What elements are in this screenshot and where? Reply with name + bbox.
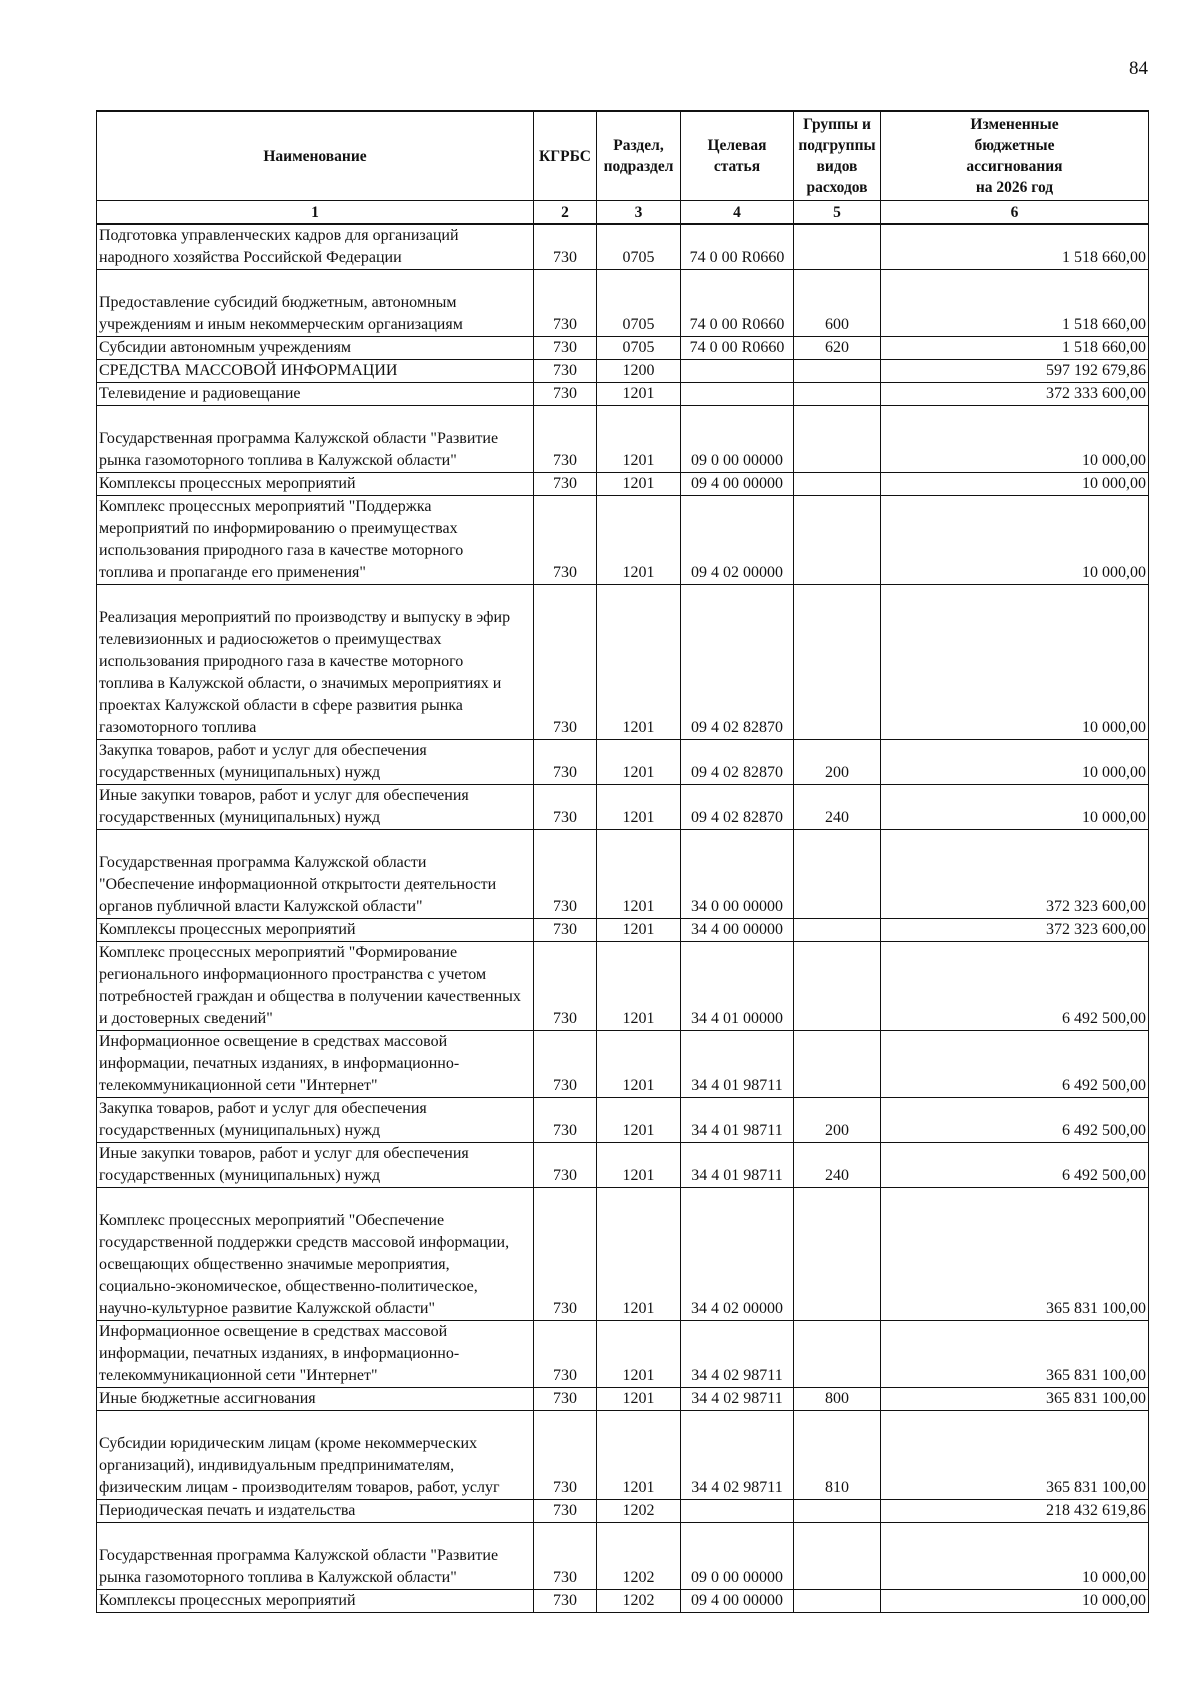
row-name-line: Закупка товаров, работ и услуг для обеспечения — [99, 742, 427, 759]
table-row — [97, 270, 1149, 337]
row-name — [97, 337, 534, 360]
header-vid-line: видов — [816, 158, 858, 175]
row-razdel: 0705 — [597, 337, 681, 360]
row-name-line: государственных (муниципальных) нужд — [99, 764, 381, 781]
row-kgrbs: 730 — [534, 473, 597, 496]
row-vid — [794, 224, 881, 270]
row-sum: 372 323 600,00 — [881, 830, 1149, 919]
header-razdel — [597, 111, 681, 201]
row-kgrbs: 730 — [534, 830, 597, 919]
row-name-line: "Обеспечение информационной открытости деятельности — [99, 876, 497, 893]
column-number: 6 — [881, 201, 1149, 225]
row-vid: 200 — [794, 740, 881, 785]
row-kgrbs: 730 — [534, 337, 597, 360]
row-razdel: 1201 — [597, 1188, 681, 1321]
row-vid: 200 — [794, 1098, 881, 1143]
row-kgrbs: 730 — [534, 1098, 597, 1143]
row-vid — [794, 496, 881, 585]
row-name-line: Комплекс процессных мероприятий "Поддержка — [99, 498, 432, 515]
column-number-row — [97, 201, 1149, 225]
row-name-line — [99, 1523, 529, 1545]
table-row — [97, 473, 1149, 496]
row-razdel: 1201 — [597, 406, 681, 473]
row-name — [97, 383, 534, 406]
row-statya: 09 0 00 00000 — [681, 406, 794, 473]
row-name-line: Субсидии автономным учреждениям — [99, 339, 352, 356]
row-razdel: 1201 — [597, 785, 681, 830]
row-kgrbs: 730 — [534, 496, 597, 585]
table-row — [97, 1523, 1149, 1590]
row-kgrbs: 730 — [534, 585, 597, 740]
header-vid-line: Группы и — [803, 116, 871, 133]
row-name-line: СРЕДСТВА МАССОВОЙ ИНФОРМАЦИИ — [99, 362, 398, 379]
row-name — [97, 585, 534, 740]
row-vid — [794, 473, 881, 496]
row-name-line: Комплексы процессных мероприятий — [99, 921, 356, 938]
table-row — [97, 919, 1149, 942]
header-vid-line: подгруппы — [798, 137, 876, 154]
row-vid: 600 — [794, 270, 881, 337]
row-name-line — [99, 830, 529, 852]
row-kgrbs: 730 — [534, 1188, 597, 1321]
row-name-line: Комплексы процессных мероприятий — [99, 475, 356, 492]
budget-table — [96, 110, 1149, 1613]
row-kgrbs: 730 — [534, 942, 597, 1031]
row-vid: 240 — [794, 785, 881, 830]
header-name: Наименование — [97, 111, 534, 201]
row-kgrbs: 730 — [534, 1590, 597, 1613]
row-razdel: 1201 — [597, 740, 681, 785]
row-name-line: информации, печатных изданиях, в информационно- — [99, 1345, 460, 1362]
table-row — [97, 1500, 1149, 1523]
row-kgrbs: 730 — [534, 1411, 597, 1500]
header-razdel-line: Раздел, — [613, 137, 664, 154]
row-name-line: телевизионных и радиосюжетов о преимуществах — [99, 631, 442, 648]
header-sum — [881, 111, 1149, 201]
row-vid — [794, 1321, 881, 1388]
row-name-line: телекоммуникационной сети "Интернет" — [99, 1367, 378, 1384]
row-sum: 6 492 500,00 — [881, 1031, 1149, 1098]
row-name-line: Телевидение и радиовещание — [99, 385, 301, 402]
row-sum: 10 000,00 — [881, 785, 1149, 830]
row-name — [97, 1321, 534, 1388]
row-name-line: государственных (муниципальных) нужд — [99, 809, 381, 826]
row-kgrbs: 730 — [534, 919, 597, 942]
row-kgrbs: 730 — [534, 1321, 597, 1388]
row-statya: 34 4 02 98711 — [681, 1388, 794, 1411]
table-row — [97, 740, 1149, 785]
row-name-line: использования природного газа в качестве моторного — [99, 653, 464, 670]
row-name-line: Государственная программа Калужской области "Развитие — [99, 1547, 499, 1564]
row-name — [97, 1031, 534, 1098]
row-name-line — [99, 1188, 529, 1210]
row-sum: 597 192 679,86 — [881, 360, 1149, 383]
row-vid: 810 — [794, 1411, 881, 1500]
table-row — [97, 1321, 1149, 1388]
table-body — [97, 224, 1149, 1613]
row-razdel: 1202 — [597, 1500, 681, 1523]
table-row — [97, 1388, 1149, 1411]
row-name — [97, 1590, 534, 1613]
row-name-line: газомоторного топлива — [99, 719, 257, 736]
row-sum: 6 492 500,00 — [881, 942, 1149, 1031]
table-row — [97, 1411, 1149, 1500]
row-name — [97, 270, 534, 337]
row-statya: 34 4 02 98711 — [681, 1321, 794, 1388]
row-name — [97, 496, 534, 585]
row-sum: 1 518 660,00 — [881, 337, 1149, 360]
row-vid — [794, 919, 881, 942]
row-razdel: 1202 — [597, 1523, 681, 1590]
table-row — [97, 337, 1149, 360]
row-razdel: 0705 — [597, 224, 681, 270]
row-razdel: 1201 — [597, 473, 681, 496]
row-vid — [794, 942, 881, 1031]
row-kgrbs: 730 — [534, 406, 597, 473]
row-vid: 800 — [794, 1388, 881, 1411]
row-sum: 365 831 100,00 — [881, 1388, 1149, 1411]
row-name-line: государственных (муниципальных) нужд — [99, 1167, 381, 1184]
row-vid — [794, 830, 881, 919]
row-vid — [794, 1188, 881, 1321]
row-vid — [794, 406, 881, 473]
row-statya: 74 0 00 R0660 — [681, 224, 794, 270]
row-name-line: Закупка товаров, работ и услуг для обеспечения — [99, 1100, 427, 1117]
row-statya: 09 4 00 00000 — [681, 473, 794, 496]
row-name-line: Периодическая печать и издательства — [99, 1502, 356, 1519]
row-name-line: Информационное освещение в средствах массовой — [99, 1323, 448, 1340]
row-statya: 09 4 02 82870 — [681, 785, 794, 830]
row-name-line: научно-культурное развитие Калужской области" — [99, 1300, 436, 1317]
row-sum: 365 831 100,00 — [881, 1188, 1149, 1321]
row-name-line: Иные бюджетные ассигнования — [99, 1390, 316, 1407]
row-name — [97, 785, 534, 830]
row-name-line: Предоставление субсидий бюджетным, автономным — [99, 294, 457, 311]
row-name-line: использования природного газа в качестве моторного — [99, 542, 464, 559]
table-header-row — [97, 111, 1149, 201]
row-statya: 34 4 01 98711 — [681, 1143, 794, 1188]
row-name-line: информации, печатных изданиях, в информационно- — [99, 1055, 460, 1072]
row-razdel: 1201 — [597, 1388, 681, 1411]
row-name — [97, 830, 534, 919]
row-name-line: Субсидии юридическим лицам (кроме некоммерческих — [99, 1435, 478, 1452]
row-name — [97, 1411, 534, 1500]
table-row — [97, 830, 1149, 919]
row-name-line: проектах Калужской области в сфере развития рынка — [99, 697, 463, 714]
row-name-line: Комплекс процессных мероприятий "Обеспечение — [99, 1212, 445, 1229]
table-row — [97, 360, 1149, 383]
row-kgrbs: 730 — [534, 1523, 597, 1590]
row-name-line: телекоммуникационной сети "Интернет" — [99, 1077, 378, 1094]
row-name — [97, 1143, 534, 1188]
row-name — [97, 224, 534, 270]
row-sum: 10 000,00 — [881, 473, 1149, 496]
row-name-line: народного хозяйства Российской Федерации — [99, 249, 402, 266]
row-vid — [794, 1031, 881, 1098]
header-sum-line: бюджетные — [974, 137, 1055, 154]
header-razdel-line: подраздел — [603, 158, 674, 175]
row-name-line: регионального информационного пространства с учетом — [99, 966, 487, 983]
row-statya — [681, 1500, 794, 1523]
row-name-line: Иные закупки товаров, работ и услуг для обеспечения — [99, 787, 469, 804]
row-vid — [794, 585, 881, 740]
table-row — [97, 224, 1149, 270]
row-razdel: 1201 — [597, 383, 681, 406]
row-kgrbs: 730 — [534, 1143, 597, 1188]
table-row — [97, 585, 1149, 740]
row-statya — [681, 383, 794, 406]
row-razdel: 1201 — [597, 942, 681, 1031]
row-name-line: Комплексы процессных мероприятий — [99, 1592, 356, 1609]
row-name-line: учреждениям и иным некоммерческим организациям — [99, 316, 463, 333]
row-name-line: Комплекс процессных мероприятий "Формирование — [99, 944, 458, 961]
header-vid — [794, 111, 881, 201]
header-sum-line: ассигнования — [966, 158, 1063, 175]
row-statya: 34 4 01 98711 — [681, 1098, 794, 1143]
row-name-line: социально-экономическое, общественно-политическое, — [99, 1278, 478, 1295]
table-row — [97, 1188, 1149, 1321]
row-sum: 372 333 600,00 — [881, 383, 1149, 406]
column-number: 5 — [794, 201, 881, 225]
row-kgrbs: 730 — [534, 270, 597, 337]
row-name-line — [99, 1411, 529, 1433]
row-kgrbs: 730 — [534, 383, 597, 406]
row-name — [97, 942, 534, 1031]
table-row — [97, 1031, 1149, 1098]
row-razdel: 1201 — [597, 1031, 681, 1098]
row-name — [97, 360, 534, 383]
row-vid — [794, 1523, 881, 1590]
row-kgrbs: 730 — [534, 740, 597, 785]
row-sum: 10 000,00 — [881, 585, 1149, 740]
row-name — [97, 740, 534, 785]
row-name-line: и достоверных сведений" — [99, 1010, 273, 1027]
row-razdel: 0705 — [597, 270, 681, 337]
row-sum: 10 000,00 — [881, 740, 1149, 785]
row-name-line: Реализация мероприятий по производству и выпуску в эфир — [99, 609, 511, 626]
row-kgrbs: 730 — [534, 360, 597, 383]
row-name — [97, 1500, 534, 1523]
row-kgrbs: 730 — [534, 1500, 597, 1523]
row-name-line: мероприятий по информированию о преимуществах — [99, 520, 458, 537]
row-vid: 620 — [794, 337, 881, 360]
row-razdel: 1201 — [597, 919, 681, 942]
row-statya: 09 4 02 00000 — [681, 496, 794, 585]
row-name-line — [99, 270, 529, 292]
row-razdel: 1201 — [597, 585, 681, 740]
row-vid — [794, 383, 881, 406]
row-name-line — [99, 585, 529, 607]
row-razdel: 1201 — [597, 830, 681, 919]
row-name-line: Информационное освещение в средствах массовой — [99, 1033, 448, 1050]
header-sum-line: Измененные — [970, 116, 1059, 133]
row-name — [97, 1388, 534, 1411]
row-name-line — [99, 406, 529, 428]
row-sum: 6 492 500,00 — [881, 1098, 1149, 1143]
header-statya-line: статья — [713, 158, 761, 175]
row-sum: 218 432 619,86 — [881, 1500, 1149, 1523]
row-kgrbs: 730 — [534, 1388, 597, 1411]
row-sum: 10 000,00 — [881, 496, 1149, 585]
row-name-line: государственной поддержки средств массовой информации, — [99, 1234, 510, 1251]
table-row — [97, 406, 1149, 473]
row-name-line: органов публичной власти Калужской области" — [99, 898, 423, 915]
table-row — [97, 1143, 1149, 1188]
row-razdel: 1201 — [597, 1143, 681, 1188]
row-name-line: потребностей граждан и общества в получении качественных — [99, 988, 521, 1005]
table-row — [97, 942, 1149, 1031]
row-name-line: рынка газомоторного топлива в Калужской области" — [99, 452, 457, 469]
row-name-line: физическим лицам - производителям товаров, работ, услуг — [99, 1479, 500, 1496]
row-name-line: Государственная программа Калужской области — [99, 854, 427, 871]
row-statya: 34 0 00 00000 — [681, 830, 794, 919]
column-number: 1 — [97, 201, 534, 225]
row-sum: 1 518 660,00 — [881, 270, 1149, 337]
row-sum: 372 323 600,00 — [881, 919, 1149, 942]
row-sum: 10 000,00 — [881, 1590, 1149, 1613]
table-row — [97, 496, 1149, 585]
row-razdel: 1201 — [597, 1098, 681, 1143]
column-number: 3 — [597, 201, 681, 225]
row-kgrbs: 730 — [534, 1031, 597, 1098]
row-statya: 74 0 00 R0660 — [681, 337, 794, 360]
row-name — [97, 1523, 534, 1590]
table-row — [97, 785, 1149, 830]
row-sum: 10 000,00 — [881, 1523, 1149, 1590]
column-number: 2 — [534, 201, 597, 225]
header-vid-line: расходов — [806, 179, 868, 196]
row-statya — [681, 360, 794, 383]
table-row — [97, 1098, 1149, 1143]
row-name-line: топлива и пропаганде его применения" — [99, 564, 366, 581]
row-name-line: рынка газомоторного топлива в Калужской области" — [99, 1569, 457, 1586]
row-name — [97, 406, 534, 473]
row-razdel: 1201 — [597, 1411, 681, 1500]
row-sum: 365 831 100,00 — [881, 1321, 1149, 1388]
row-razdel: 1201 — [597, 496, 681, 585]
row-name-line: Государственная программа Калужской области "Развитие — [99, 430, 499, 447]
row-razdel: 1200 — [597, 360, 681, 383]
table-row — [97, 1590, 1149, 1613]
header-statya — [681, 111, 794, 201]
row-vid — [794, 1500, 881, 1523]
row-sum: 10 000,00 — [881, 406, 1149, 473]
row-kgrbs: 730 — [534, 224, 597, 270]
row-name-line: Иные закупки товаров, работ и услуг для обеспечения — [99, 1145, 469, 1162]
row-name-line: освещающих общественно значимые мероприятия, — [99, 1256, 450, 1273]
row-vid — [794, 360, 881, 383]
row-statya: 34 4 01 00000 — [681, 942, 794, 1031]
row-name-line: Подготовка управленческих кадров для организаций — [99, 227, 459, 244]
row-statya: 34 4 00 00000 — [681, 919, 794, 942]
row-statya: 34 4 02 00000 — [681, 1188, 794, 1321]
row-name — [97, 473, 534, 496]
row-name-line: организаций), индивидуальным предпринимателям, — [99, 1457, 455, 1474]
header-sum-line: на 2026 год — [975, 179, 1054, 196]
row-sum: 6 492 500,00 — [881, 1143, 1149, 1188]
row-vid: 240 — [794, 1143, 881, 1188]
row-name-line: топлива в Калужской области, о значимых мероприятиях и — [99, 675, 502, 692]
row-razdel: 1202 — [597, 1590, 681, 1613]
row-statya: 09 4 02 82870 — [681, 740, 794, 785]
row-name — [97, 919, 534, 942]
header-statya-line: Целевая — [707, 137, 767, 154]
row-statya: 34 4 02 98711 — [681, 1411, 794, 1500]
row-name-line: государственных (муниципальных) нужд — [99, 1122, 381, 1139]
page-number: 84 — [1129, 58, 1148, 79]
row-razdel: 1201 — [597, 1321, 681, 1388]
row-name — [97, 1188, 534, 1321]
row-statya: 09 0 00 00000 — [681, 1523, 794, 1590]
row-statya: 34 4 01 98711 — [681, 1031, 794, 1098]
row-kgrbs: 730 — [534, 785, 597, 830]
row-statya: 09 4 00 00000 — [681, 1590, 794, 1613]
row-name — [97, 1098, 534, 1143]
row-statya: 74 0 00 R0660 — [681, 270, 794, 337]
row-sum: 1 518 660,00 — [881, 224, 1149, 270]
row-sum: 365 831 100,00 — [881, 1411, 1149, 1500]
column-number: 4 — [681, 201, 794, 225]
table-row — [97, 383, 1149, 406]
row-statya: 09 4 02 82870 — [681, 585, 794, 740]
header-kgrbs: КГРБС — [534, 111, 597, 201]
row-vid — [794, 1590, 881, 1613]
